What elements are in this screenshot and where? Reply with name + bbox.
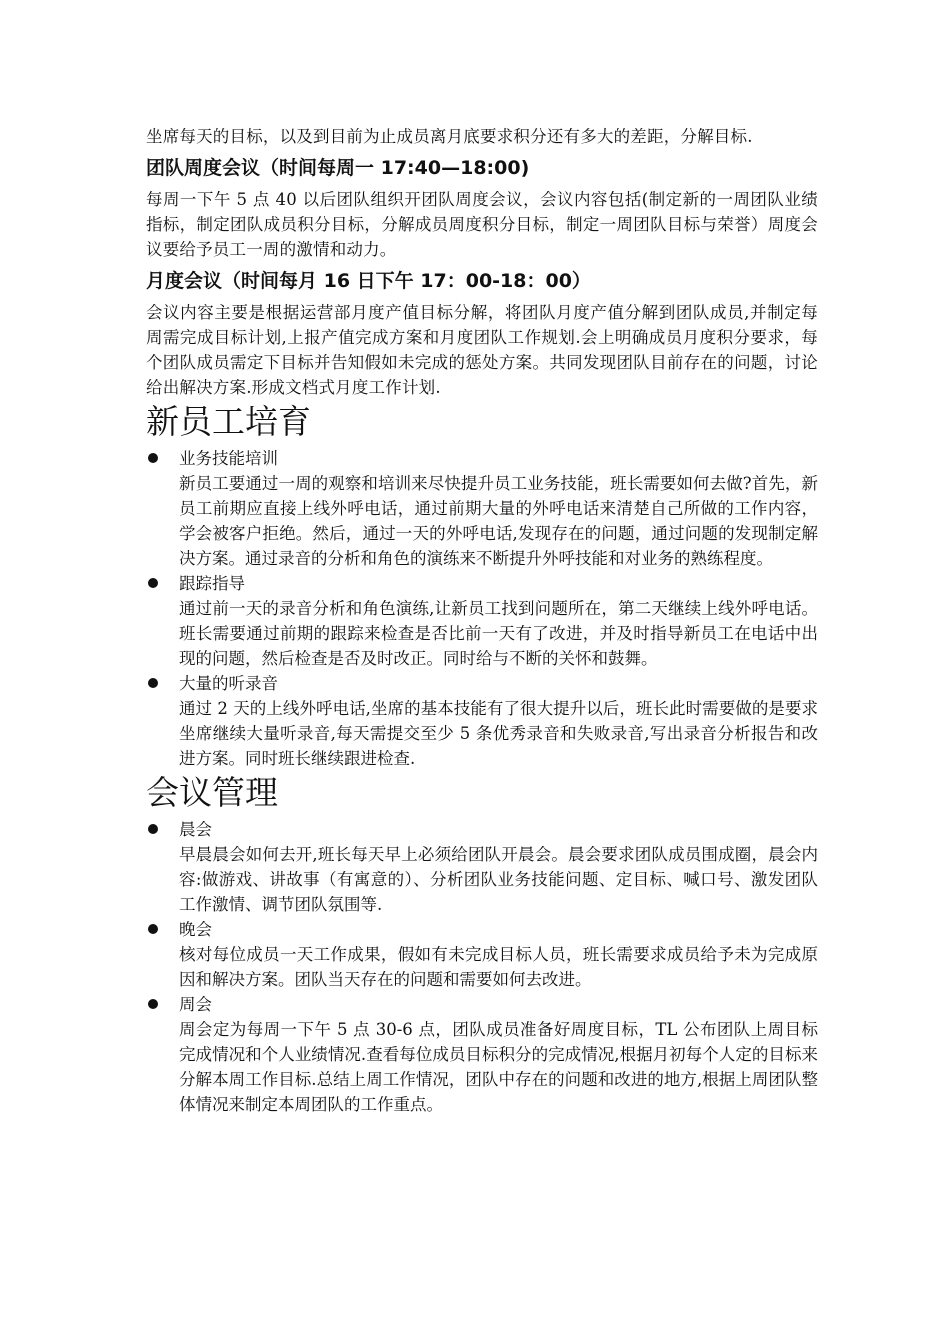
list-item xyxy=(146,817,818,917)
list-item xyxy=(146,917,818,992)
list-item xyxy=(146,571,818,671)
list-item xyxy=(146,446,818,571)
list-item xyxy=(146,992,818,1117)
list-item-body: 新员工要通过一周的观察和培训来尽快提升员工业务技能，班长需要如何去做?首先，新员工前期应直接上线外呼电话，通过前期大量的外呼电话来清楚自己所做的工作内容，学会被客户拒绝。然后，通过一天的外呼电话,发现存在的问题，通过问题的发现制定解决方案。通过录音的分析和角色的演练来不断提升外呼技能和对业务的熟练程度。 xyxy=(179,474,818,568)
weekly-meeting-heading: 团队周度会议（时间每周一 17:40—18:00) xyxy=(146,157,530,179)
list-item-title: 大量的听录音 xyxy=(179,674,278,693)
list-item-title: 周会 xyxy=(179,995,212,1014)
weekly-meeting-paragraph: 每周一下午 5 点 40 以后团队组织开团队周度会议，会议内容包括(制定新的一周团队业绩指标，制定团队成员积分目标，分解成员周度积分目标，制定一周团队目标与荣誉）周度会议要给予员工一周的激情和动力。 xyxy=(146,190,818,259)
new-staff-heading: 新员工培育 xyxy=(146,402,311,441)
new-staff-list xyxy=(146,446,818,771)
list-item-body: 核对每位成员一天工作成果，假如有未完成目标人员，班长需要求成员给予未为完成原因和解决方案。团队当天存在的问题和需要如何去改进。 xyxy=(179,945,818,989)
list-item-body: 早晨晨会如何去开,班长每天早上必须给团队开晨会。晨会要求团队成员围成圈，晨会内容:做游戏、讲故事（有寓意的）、分析团队业务技能问题、定目标、喊口号、激发团队工作激情、调节团队氛围等. xyxy=(179,845,818,914)
intro-paragraph: 坐席每天的目标，以及到目前为止成员离月底要求积分还有多大的差距，分解目标. xyxy=(146,127,753,146)
list-item-title: 业务技能培训 xyxy=(179,449,278,468)
monthly-meeting-paragraph: 会议内容主要是根据运营部月度产值目标分解，将团队月度产值分解到团队成员,并制定每周需完成目标计划,上报产值完成方案和月度团队工作规划.会上明确成员月度积分要求，每个团队成员需定下目标并告知假如未完成的惩处方案。共同发现团队目前存在的问题，讨论给出解决方案.形成文档式月度工作计划. xyxy=(146,303,818,397)
bullet-icon xyxy=(148,678,158,688)
list-item-body: 周会定为每周一下午 5 点 30-6 点，团队成员准备好周度目标，TL 公布团队上周目标完成情况和个人业绩情况.查看每位成员目标积分的完成情况,根据月初每个人定的目标来分解本周工作目标.总结上周工作情况，团队中存在的问题和改进的地方,根据上周团队整体情况来制定本周团队的工作重点。 xyxy=(179,1020,818,1114)
bullet-icon xyxy=(148,578,158,588)
list-item-title: 跟踪指导 xyxy=(179,574,245,593)
bullet-icon xyxy=(148,924,158,934)
document-page xyxy=(146,124,818,1117)
meeting-management-list xyxy=(146,817,818,1117)
bullet-icon xyxy=(148,824,158,834)
list-item-title: 晨会 xyxy=(179,820,212,839)
list-item-body: 通过前一天的录音分析和角色演练,让新员工找到问题所在，第二天继续上线外呼电话。班长需要通过前期的跟踪来检查是否比前一天有了改进，并及时指导新员工在电话中出现的问题，然后检查是否及时改正。同时给与不断的关怀和鼓舞。 xyxy=(179,599,818,668)
list-item xyxy=(146,671,818,771)
bullet-icon xyxy=(148,453,158,463)
meeting-management-heading: 会议管理 xyxy=(146,773,278,812)
list-item-title: 晚会 xyxy=(179,920,212,939)
bullet-icon xyxy=(148,999,158,1009)
list-item-body: 通过 2 天的上线外呼电话,坐席的基本技能有了很大提升以后，班长此时需要做的是要求坐席继续大量听录音,每天需提交至少 5 条优秀录音和失败录音,写出录音分析报告和改进方案。同时班长继续跟进检查. xyxy=(179,699,818,768)
monthly-meeting-heading: 月度会议（时间每月 16 日下午 17：00-18：00） xyxy=(146,270,591,292)
